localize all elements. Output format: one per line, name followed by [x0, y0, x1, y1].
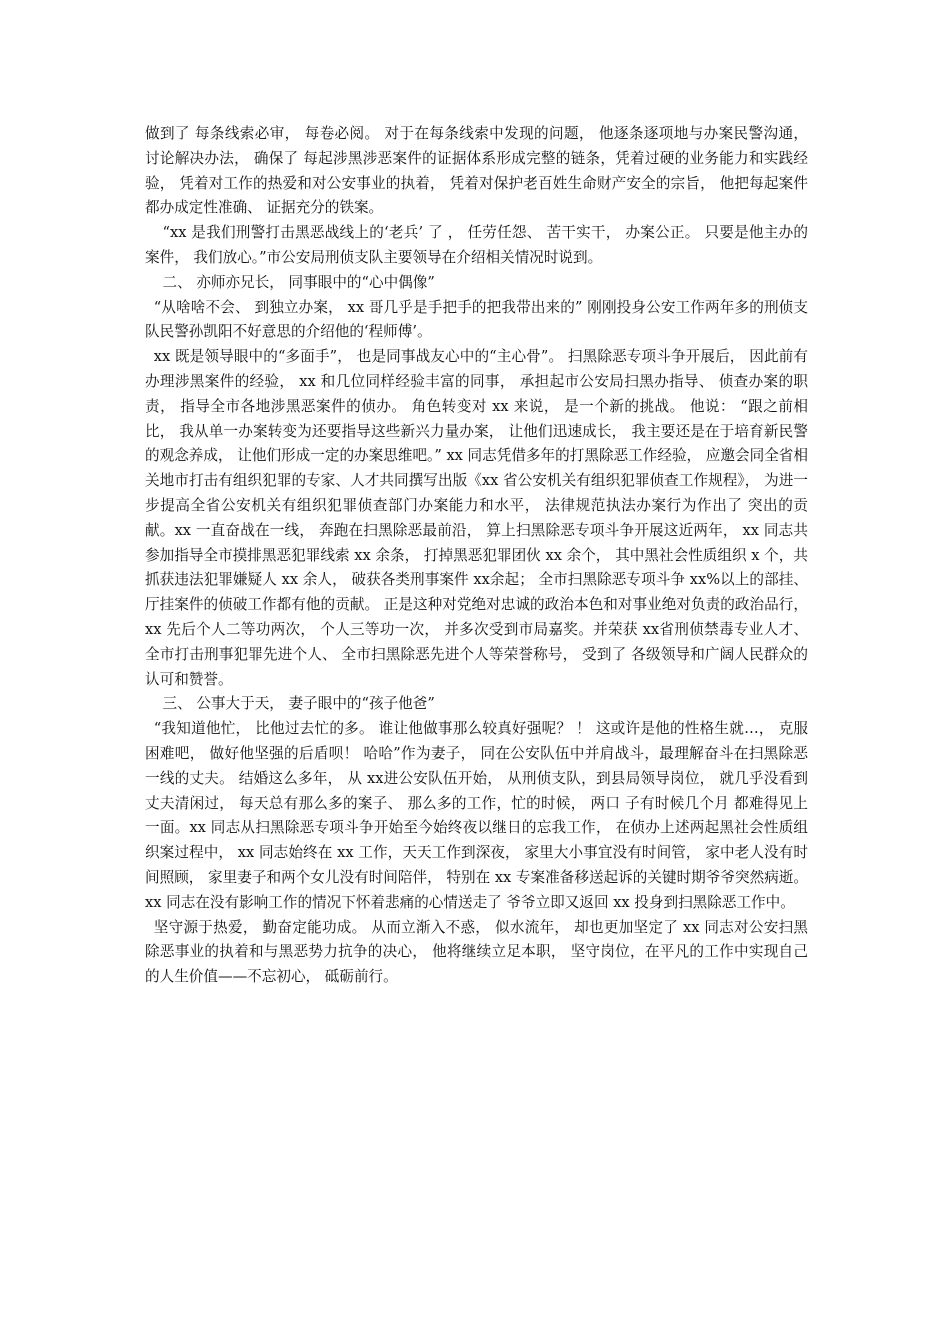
paragraph: “xx 是我们刑警打击黑恶战线上的‘老兵’ 了 ， 任劳任怨、 苦干实干， 办案公正。 只要是他主办的案件， 我们放心。”市公安局刑侦支队主要领导在介绍相关情况时说到。 — [145, 224, 808, 266]
paragraph: 坚守源于热爱， 勤奋定能功成。 从而立渐入不惑， 似水流年， 却也更加坚定了 xx 同志对公安扫黑除恶事业的执着和与黑恶势力抗争的决心， 他将继续立足本职， 坚守岗位，在平凡的工作中实现自己的人生价值——不忘初心， 砥砺前行。 — [145, 918, 808, 986]
paragraph: “我知道他忙， 比他过去忙的多。 谁让他做事那么较真好强呢？ ！ 这或许是他的性格生就…， 克服困难吧， 做好他坚强的后盾呗！ 哈哈”作为妻子， 同在公安队伍中并肩战斗，最理解奋斗在扫黑除恶一线的丈夫。 结婚这么多年， 从 xx进公安队伍开始， 从刑侦支队，到县局领导岗位， 就几乎没看到丈夫清闲过， 每天总有那么多的案子、 那么多的工作，忙的时候， 两口 子有时候几个月 都难得见上一面。xx 同志从扫黑除恶专项斗争开始至今始终夜以继日的忘我工作， 在侦办上述两起黑社会性质组织案过程中， xx 同志始终在 xx 工作，天天工作到深夜， 家里大小事宜没有时间管， 家中老人没有时间照顾， 家里妻子和两个女儿没有时间陪伴， 特别在 xx 专案准备移送起诉的关键时期爷爷突然病逝。 xx 同志在没有影响工作的情况下怀着悲痛的心情送走了 爷爷立即又返回 xx 投身到扫黑除恶工作中。 — [145, 720, 808, 911]
paragraph: xx 既是领导眼中的“多面手”， 也是同事战友心中的“主心骨”。 扫黑除恶专项斗争开展后， 因此前有办理涉黑案件的经验， xx 和几位同样经验丰富的同事， 承担起市公安局扫黑办指导、 侦查办案的职责， 指导全市各地涉黑恶案件的侦办。 角色转变对 xx 来说， 是一个新的挑战。 他说： “跟之前相比， 我从单一办案转变为还要指导这些新兴力量办案， 让他们迅速成长， 我主要还是在于培育新民警的观念养成， 让他们形成一定的办案思维吧。” xx 同志凭借多年的打黑除恶工作经验， 应邀会同全省相关地市打击有组织犯罪的专家、人才共同撰写出版《xx 省公安机关有组织犯罪侦查工作规程》， 为进一步提高全省公安机关有组织犯罪侦查部门办案能力和水平， 法律规范执法办案行为作出了 突出的贡献。xx 一直奋战在一线， 奔跑在扫黑除恶最前沿， 算上扫黑除恶专项斗争开展这近两年， xx 同志共参加指导全市摸排黑恶犯罪线索 xx 余条， 打掉黑恶犯罪团伙 xx 余个， 其中黑社会性质组织 x 个，共抓获违法犯罪嫌疑人 xx 余人， 破获各类刑事案件 xx余起； 全市扫黑除恶专项斗争 xx%以上的部挂、厅挂案件的侦破工作都有他的贡献。 正是这种对党绝对忠诚的政治本色和对事业绝对负责的政治品行， xx 先后个人二等功两次， 个人三等功一次， 并多次受到市局嘉奖。并荣获 xx省刑侦禁毒专业人才、 全市打击刑事犯罪先进个人、 全市扫黑除恶先进个人等荣誉称号， 受到了 各级领导和广阔人民群众的认可和赞誉。 — [145, 348, 808, 688]
paragraph: “从啥啥不会、 到独立办案， xx 哥几乎是手把手的把我带出来的” 刚刚投身公安工作两年多的刑侦支队民警孙凯阳不好意思的介绍他的‘程师傅’。 — [145, 298, 808, 341]
document-body — [145, 122, 808, 990]
paragraph: 做到了 每条线索必审， 每卷必阅。 对于在每条线索中发现的问题， 他逐条逐项地与办案民警沟通， 讨论解决办法， 确保了 每起涉黑涉恶案件的证据体系形成完整的链条，凭着过硬的业务能力和实践经验， 凭着对工作的热爱和对公安事业的执着， 凭着对保护老百姓生命财产安全的宗旨， 他把每起案件都办成定性准确、 证据充分的铁案。 — [145, 125, 808, 217]
section-heading: 二、 亦师亦兄长， 同事眼中的“心中偶像” — [162, 273, 435, 291]
section-heading: 三、 公事大于天， 妻子眼中的“孩子他爸” — [162, 695, 435, 713]
